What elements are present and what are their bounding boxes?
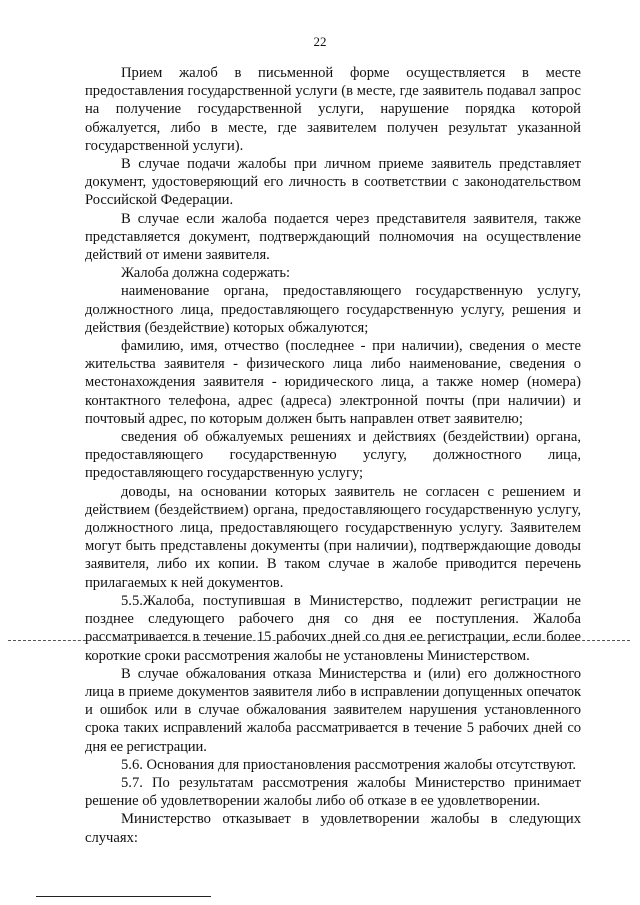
- footnote-separator: [36, 896, 211, 897]
- paragraph-5-5-registration: 5.5.Жалоба, поступившая в Министерство, подлежит регистрации не позднее следующего рабочего дня со дня ее поступления. Жалоба рассматривается в течение 15 рабочих дней со дня ее регистрации, если более короткие сроки рассмотрения жалобы не установлены Министерством.: [85, 592, 581, 664]
- document-body: [85, 64, 581, 847]
- paragraph-5-6-suspension: 5.6. Основания для приостановления рассмотрения жалобы отсутствуют.: [121, 756, 577, 773]
- list-item-appealed-decisions: сведения об обжалуемых решениях и действиях (бездействии) органа, предоставляющего государственную услугу, должностного лица, предоставляющего государственную услугу;: [85, 429, 581, 482]
- list-item-arguments: доводы, на основании которых заявитель не согласен с решением и действием (бездействием) органа, предоставляющего государственную услугу, должностного лица, предоставляющего государственную услугу. Заявителем могут быть представлены документы (при наличии), подтверждающие доводы заявителя, либо их копии. В таком случае в жалобе приводится перечень прилагаемых к ней документов.: [85, 483, 581, 591]
- paragraph-5-7-results: 5.7. По результатам рассмотрения жалобы Министерство принимает решение об удовлетворении жалобы либо об отказе в ее удовлетворении.: [85, 774, 581, 810]
- paragraph-refusal-appeal: В случае обжалования отказа Министерства и (или) его должностного лица в приеме документов заявителя либо в исправлении допущенных опечаток и ошибок или в случае обжалования заявителем нарушения установленного срока таких исправлений жалоба рассматривается в течение 5 рабочих дней со дня ее регистрации.: [85, 665, 581, 755]
- paragraph-written-complaints: Прием жалоб в письменной форме осуществляется в месте предоставления государственной услуги (в месте, где заявитель подавал запрос на получение государственной услуги, нарушение порядка которой обжалуется, либо в месте, где заявителем получен результат указанной государственной услуги).: [85, 65, 581, 154]
- scan-fold-line: [8, 640, 630, 641]
- list-item-applicant-details: фамилию, имя, отчество (последнее - при наличии), сведения о месте жительства заявителя - физического лица либо наименование, сведения о местонахождения заявителя - юридического лица, а также номер (номера) контактного телефона, адрес (адреса) электронной почты (при наличии) и почтовый адрес, по которым должен быть направлен ответ заявителю;: [85, 338, 581, 427]
- paragraph-representative: В случае если жалоба подается через представителя заявителя, также представляется документ, подтверждающий полномочия на осуществление действий от имени заявителя.: [85, 210, 581, 264]
- paragraph-complaint-contents-intro: Жалоба должна содержать:: [121, 265, 291, 282]
- paragraph-personal-reception: В случае подачи жалобы при личном приеме заявитель представляет документ, удостоверяющий его личность в соответствии с законодательством Российской Федерации.: [85, 156, 581, 209]
- page-number: 22: [313, 34, 327, 49]
- list-item-authority-name: наименование органа, предоставляющего государственную услугу, должностного лица, предоставляющего государственную услугу, решения и действия (бездействие) которых обжалуются;: [85, 283, 581, 336]
- paragraph-refusal-cases: Министерство отказывает в удовлетворении жалобы в следующих случаях:: [85, 811, 581, 846]
